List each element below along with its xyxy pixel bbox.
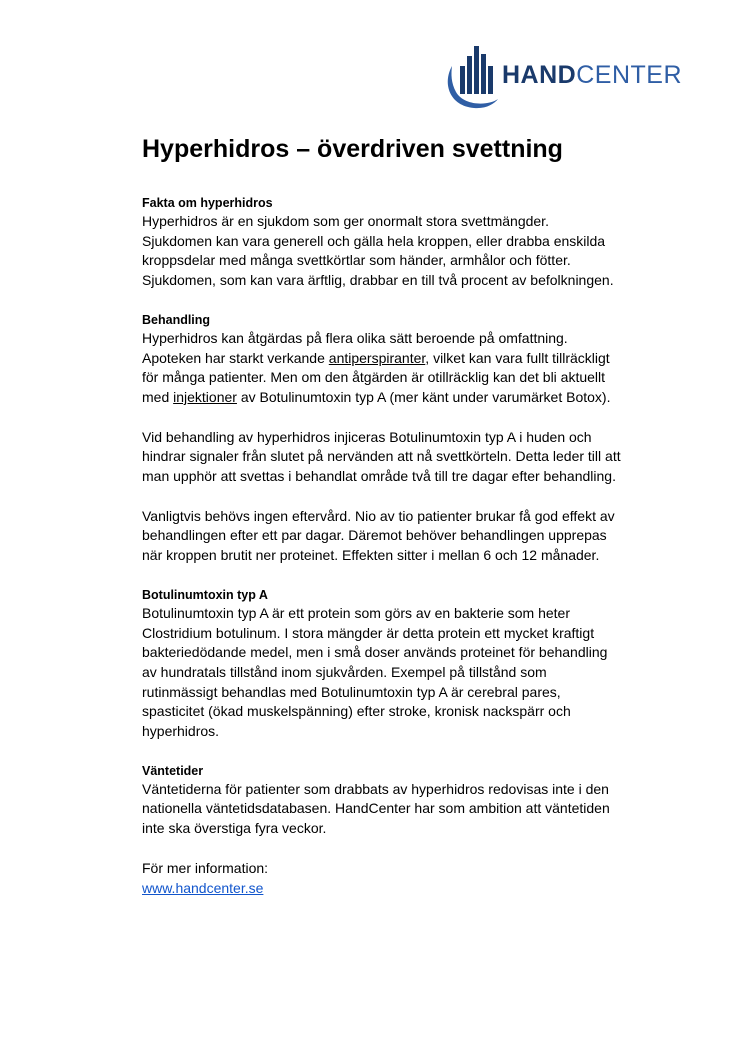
handcenter-logo-wordmark (502, 60, 682, 90)
section-heading-fakta: Fakta om hyperhidros (142, 196, 273, 210)
logo-hand-text: HAND (502, 61, 577, 89)
text-span: av Botulinumtoxin typ A (mer känt under varumärket Botox). (236, 388, 611, 405)
paragraph-behandling-1 (142, 329, 622, 408)
website-link[interactable]: www.handcenter.se (142, 879, 264, 896)
section-heading-vantetider: Väntetider (142, 763, 204, 778)
paragraph-fakta: Hyperhidros är en sjukdom som ger onormalt stora svettmängder. Sjukdomen kan vara generell och gälla hela kroppen, eller drabba enskilda kroppsdelar med många svettkörtlar som händer, armhålor och fötter. Sjukdomen, som kan vara ärftlig, drabbar en till två procent av befolkningen. (142, 213, 614, 289)
link-injektioner[interactable]: injektioner (173, 388, 237, 405)
more-info-label: För mer information: (142, 859, 269, 876)
paragraph-behandling-3: Vanligtvis behövs ingen eftervård. Nio av tio patienter brukar få god effekt av behandlingen efter ett par dagar. Däremot behöver behandlingen upprepas när kroppen brutit ner proteinet. Effekten sitter i mellan 6 och 12 månader. (142, 507, 615, 564)
link-antiperspiranter[interactable]: antiperspiranter (328, 349, 426, 366)
document-body (142, 133, 622, 898)
handcenter-logo (442, 44, 702, 114)
paragraph-vantetider: Väntetiderna för patienter som drabbats av hyperhidros redovisas inte i den nationella väntetidsdatabasen. HandCenter har som ambition att väntetiden inte ska överstiga fyra veckor. (142, 780, 610, 837)
section-heading-behandling: Behandling (142, 312, 211, 327)
logo-center-text: CENTER (576, 61, 683, 89)
paragraph-botulinum: Botulinumtoxin typ A är ett protein som görs av en bakterie som heter Clostridium botulinum. I stora mängder är detta protein ett mycket kraftigt bakteriedödande medel, men i små doser används proteinet för behandling av hundratals tillstånd inom sjukvården. Exempel på tillstånd som rutinmässigt behandlas med Botulinumtoxin typ A är cerebral pares, spasticitet (ökad muskelspänning) efter stroke, kronisk nackspärr och hyperhidros. (142, 604, 608, 740)
paragraph-behandling-2: Vid behandling av hyperhidros injiceras Botulinumtoxin typ A i huden och hindrar signaler från slutet på nervänden att nå svettkörteln. Detta leder till att man upphör att svettas i behandlat område två till tre dagar efter behandling. (142, 428, 621, 485)
handcenter-logo-icon (442, 44, 502, 114)
section-heading-botulinum: Botulinumtoxin typ A (142, 587, 268, 602)
text-span: Hyperhidros kan åtgärdas på flera olika sätt beroende på omfattning. Apoteken har starkt verkande (142, 329, 568, 366)
text-span: , vilket kan vara fullt tillräckligt för många patienter. Men om den åtgärden är otillräcklig kan det bli aktuellt med (142, 349, 610, 405)
page-title: Hyperhidros – överdriven svettning (142, 135, 563, 163)
